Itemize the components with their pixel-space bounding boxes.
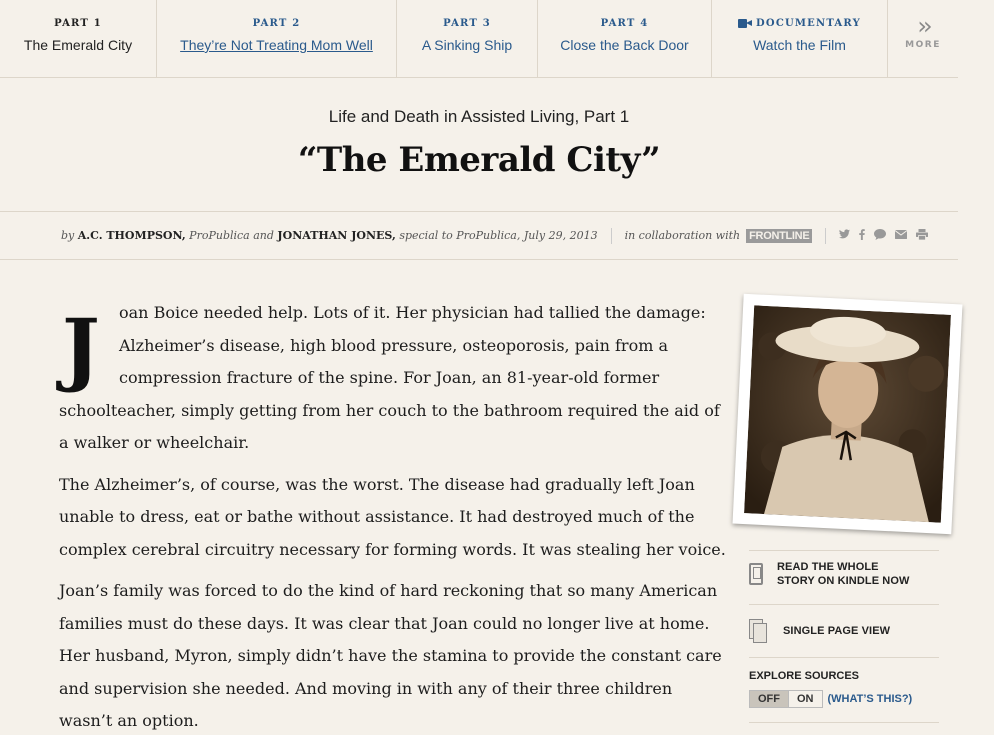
text-line: schoolteacher, simply getting from her couch to the bathroom required the aid of: [59, 400, 720, 420]
article-subtitle: Life and Death in Assisted Living, Part 1: [328, 107, 630, 126]
share-buttons: [839, 229, 928, 243]
byline-bar: [0, 211, 958, 260]
nav-part-2[interactable]: [157, 0, 397, 78]
text-line: complex cerebral circuitry necessary for forming words. It was stealing her voice.: [59, 539, 726, 559]
nav-part-title[interactable]: They’re Not Treating Mom Well: [180, 37, 373, 53]
explore-sources-label: EXPLORE SOURCES: [749, 670, 860, 682]
email-icon[interactable]: [895, 229, 907, 242]
nav-part-3[interactable]: [397, 0, 538, 78]
text-line: oan Boice needed help. Lots of it. Her physician had tallied the damage:: [119, 303, 706, 322]
nav-part-label: [738, 18, 861, 29]
nav-part-title[interactable]: Close the Back Door: [560, 37, 689, 53]
double-chevron-right-icon: ››: [917, 12, 929, 40]
print-icon[interactable]: [916, 229, 928, 243]
text-line: The Alzheimer’s, of course, was the worst. The disease had gradually left Joan: [59, 474, 695, 494]
text-line: and supervision she needed. And moving in with any of their three children: [59, 678, 673, 698]
frontline-logo[interactable]: FRONTLINE: [746, 229, 812, 243]
nav-part-title[interactable]: Watch the Film: [753, 37, 846, 53]
sources-toggle[interactable]: [749, 690, 939, 708]
portrait-image: [744, 305, 951, 522]
facebook-icon[interactable]: [859, 229, 865, 243]
kindle-icon: [749, 563, 763, 585]
more-label: MORE: [905, 40, 941, 50]
paragraph-3: [59, 575, 722, 735]
nav-part-label: PART 3: [443, 18, 491, 29]
comment-icon[interactable]: [874, 229, 886, 243]
single-page-block: [749, 604, 939, 657]
single-page-label: SINGLE PAGE VIEW: [783, 625, 891, 637]
text-line: unable to dress, eat or bathe without assistance. It had destroyed much of the: [59, 507, 695, 526]
nav-part-title[interactable]: A Sinking Ship: [421, 37, 513, 53]
kindle-line-2: STORY ON KINDLE NOW: [777, 575, 910, 587]
text-line: wasn’t an option.: [59, 711, 199, 730]
video-camera-icon: [738, 19, 752, 28]
nav-part-4[interactable]: [538, 0, 712, 78]
byline-by: by: [61, 229, 75, 242]
kindle-line-1: READ THE WHOLE: [777, 561, 879, 573]
article-title: “The Emerald City”: [297, 140, 661, 180]
byline-divider: [611, 228, 612, 244]
whats-this-link[interactable]: (WHAT’S THIS?): [827, 693, 913, 705]
nav-documentary[interactable]: [712, 0, 888, 78]
pages-icon: [749, 619, 769, 643]
top-nav: [0, 0, 958, 78]
joan-boice-photo: [733, 294, 963, 534]
kindle-block: [749, 550, 939, 604]
article-body: [59, 297, 726, 735]
paragraph-1: [59, 297, 720, 460]
more-button[interactable]: [888, 0, 958, 78]
paragraph-2: [59, 469, 726, 567]
author-1-org: ProPublica and: [189, 229, 274, 242]
text-line: Her husband, Myron, simply didn’t have the stamina to provide the constant care: [59, 646, 722, 665]
kindle-link[interactable]: [749, 560, 939, 588]
text-line: compression fracture of the spine. For Joan, an 81-year-old former: [119, 368, 660, 387]
single-page-link[interactable]: [749, 619, 939, 643]
explore-sources-block: [749, 657, 939, 723]
byline-detail: special to ProPublica, July 29, 2013: [399, 229, 598, 242]
collab-label: in collaboration with: [624, 229, 741, 242]
twitter-icon[interactable]: [839, 229, 850, 242]
nav-part-label: PART 2: [252, 18, 301, 29]
author-1[interactable]: A.C. THOMPSON,: [77, 229, 186, 242]
text-line: families must do these days. It was clear that Joan could no longer live at home.: [59, 613, 710, 633]
nav-part-title[interactable]: The Emerald City: [23, 37, 133, 53]
kindle-text: [777, 560, 909, 588]
text-line: Alzheimer’s disease, high blood pressure, osteoporosis, pain from a: [119, 335, 669, 355]
text-line: Joan’s family was forced to do the kind of hard reckoning that so many American: [59, 581, 718, 600]
drop-cap: J: [62, 301, 100, 395]
toggle-on[interactable]: ON: [789, 690, 823, 708]
author-2[interactable]: JONATHAN JONES,: [277, 229, 396, 242]
nav-part-label: PART 4: [600, 18, 649, 29]
text-line: a walker or wheelchair.: [59, 433, 250, 452]
toggle-off[interactable]: OFF: [749, 690, 789, 708]
nav-part-1[interactable]: [0, 0, 157, 78]
nav-part-label: PART 1: [54, 18, 102, 29]
documentary-label: DOCUMENTARY: [756, 18, 861, 29]
byline-divider: [825, 228, 826, 244]
